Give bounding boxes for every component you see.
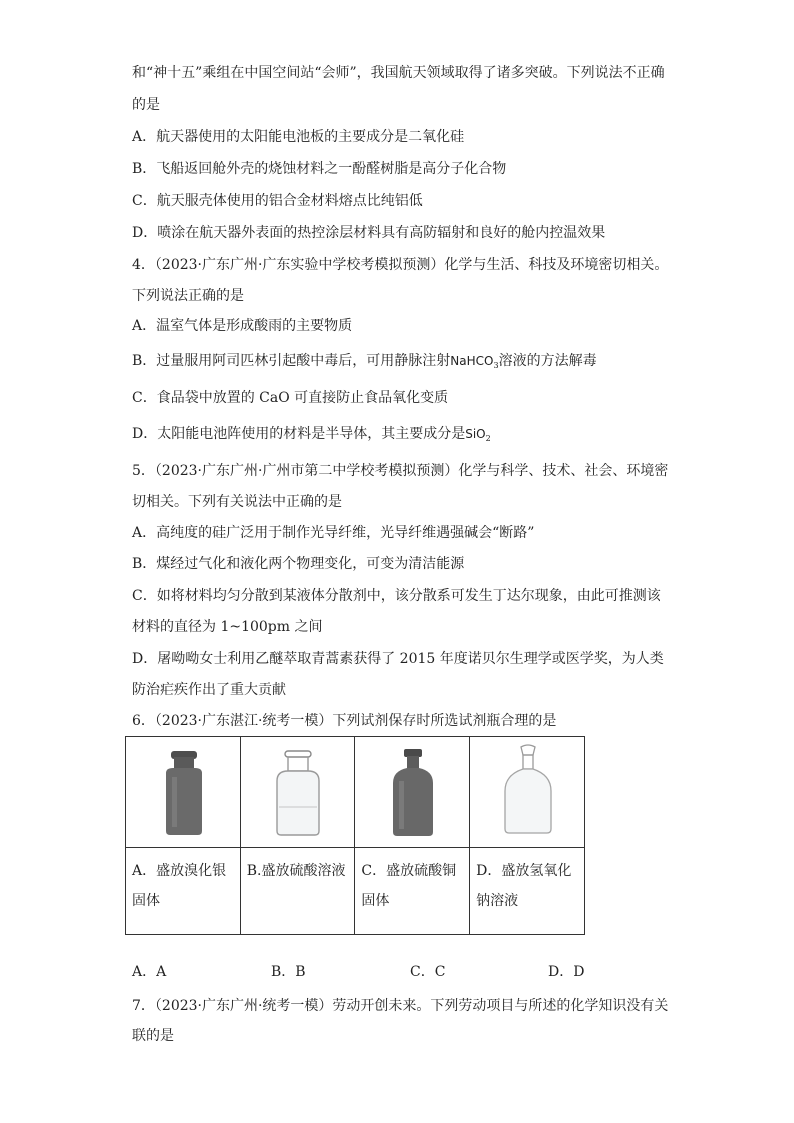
q4-stem-line1: 4．（2023·广东广州·广东实验中学校考模拟预测）化学与生活、科技及环境密切相关。 <box>132 257 669 273</box>
sio2-formula: SiO <box>465 427 486 441</box>
q3-stem-line1: 和“神十五”乘组在中国空间站“会师”，我国航天领域取得了诸多突破。下列说法不正确 <box>132 65 665 81</box>
q4-option-b-text: B．过量服用阿司匹林引起酸中毒后，可用静脉注射 <box>132 353 451 369</box>
brown-wide-mouth-bottle-icon <box>126 737 241 847</box>
sio2-subscript: 2 <box>485 434 491 443</box>
q7-stem-line1: 7．（2023·广东广州·统考一模）劳动开创未来。下列劳动项目与所述的化学知识没有关 <box>132 998 669 1014</box>
q5-stem-line2: 切相关。下列有关说法中正确的是 <box>132 494 342 510</box>
clear-narrow-mouth-bottle-icon <box>470 737 585 847</box>
clear-wide-mouth-bottle-icon <box>241 737 356 847</box>
q5-option-b: B．煤经过气化和液化两个物理变化，可变为清洁能源 <box>132 556 465 572</box>
q5-option-a: A．高纯度的硅广泛用于制作光导纤维，光导纤维遇强碱会“断路” <box>132 525 535 541</box>
caption-b: B.盛放硫酸溶液 <box>240 848 355 935</box>
q3-option-d: D．喷涂在航天器外表面的热控涂层材料具有高防辐射和良好的舱内控温效果 <box>132 225 606 241</box>
caption-c: C．盛放硫酸铜固体 <box>355 848 470 935</box>
q5-option-c-line2: 材料的直径为 1~100pm 之间 <box>132 619 323 635</box>
q4-option-a: A．温室气体是形成酸雨的主要物质 <box>132 318 353 334</box>
choice-c: C．C <box>410 964 446 980</box>
bottle-cell-d <box>470 737 585 848</box>
caption-a: A．盛放溴化银固体 <box>126 848 241 935</box>
bottle-cell-b <box>240 737 355 848</box>
bottle-cell-a <box>126 737 241 848</box>
q5-stem-line1: 5．（2023·广东广州·广州市第二中学校考模拟预测）化学与科学、技术、社会、环境密 <box>132 463 669 479</box>
q4-option-b <box>132 351 597 373</box>
q3-stem-line2: 的是 <box>132 97 160 113</box>
q4-option-d-text: D．太阳能电池阵使用的材料是半导体，其主要成分是 <box>132 426 466 442</box>
q5-option-c-line1: C．如将材料均匀分散到某液体分散剂中，该分散系可发生丁达尔现象，由此可推测该 <box>132 588 661 604</box>
q7-stem-line2: 联的是 <box>132 1028 174 1044</box>
q4-option-c: C．食品袋中放置的 CaO 可直接防止食品氧化变质 <box>132 390 449 406</box>
bottle-table <box>125 736 585 935</box>
choice-b: B．B <box>271 964 306 980</box>
q3-option-a: A．航天器使用的太阳能电池板的主要成分是二氧化硅 <box>132 129 465 145</box>
q3-option-c: C．航天服壳体使用的铝合金材料熔点比纯铝低 <box>132 193 423 209</box>
q6-stem: 6．（2023·广东湛江·统考一模）下列试剂保存时所选试剂瓶合理的是 <box>132 713 557 729</box>
nahco3-subscript: 3 <box>493 361 499 370</box>
brown-narrow-mouth-bottle-icon <box>355 737 470 847</box>
q4-option-d <box>132 424 491 446</box>
nahco3-formula: NaHCO <box>450 354 494 368</box>
choice-d: D．D <box>548 964 585 980</box>
q5-option-d-line2: 防治疟疾作出了重大贡献 <box>132 682 286 698</box>
choice-a: A．A <box>132 964 167 980</box>
q3-option-b: B．飞船返回舱外壳的烧蚀材料之一酚醛树脂是高分子化合物 <box>132 161 507 177</box>
q5-option-d-line1: D．屠呦呦女士利用乙醚萃取青蒿素获得了 2015 年度诺贝尔生理学或医学奖，为人类 <box>132 651 664 667</box>
q4-option-b-tail: 溶液的方法解毒 <box>498 353 597 369</box>
caption-d: D．盛放氢氧化钠溶液 <box>470 848 585 935</box>
q4-stem-line2: 下列说法正确的是 <box>132 288 244 304</box>
bottle-cell-c <box>355 737 470 848</box>
